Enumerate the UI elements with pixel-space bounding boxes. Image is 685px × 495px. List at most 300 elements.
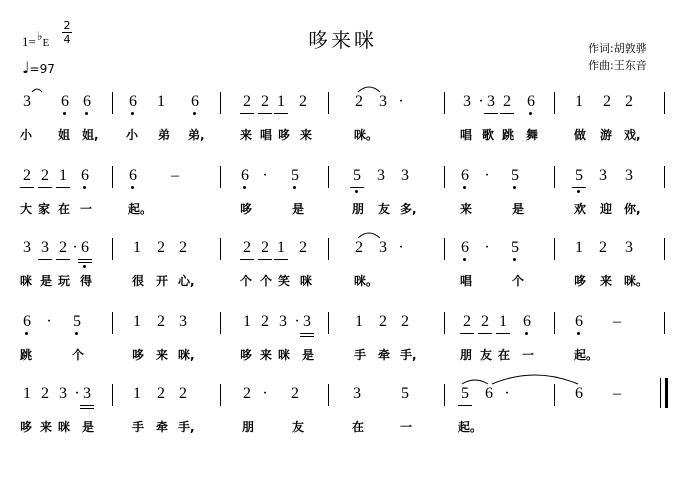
note — [376, 92, 390, 112]
underline-mark — [80, 405, 94, 406]
note-digit: 1 — [277, 93, 285, 110]
note-digit: 3 — [599, 167, 607, 184]
note-digit: · — [484, 167, 490, 184]
note-digit: · — [262, 385, 268, 402]
note — [42, 312, 56, 332]
flat-sign: ♭ — [36, 29, 43, 43]
note — [130, 384, 144, 404]
note-digit: 5 — [291, 167, 299, 184]
note-digit: 1 — [575, 239, 583, 256]
note-digit: 2 — [179, 239, 187, 256]
underline-mark — [80, 408, 94, 409]
note — [70, 312, 84, 332]
note-digit: 6 — [129, 93, 137, 110]
note-digit: · — [74, 385, 80, 402]
note — [130, 312, 144, 332]
meter-bottom: 4 — [63, 33, 71, 46]
note-digit: 1 — [575, 93, 583, 110]
note — [458, 384, 472, 404]
note-digit: 6 — [485, 385, 493, 402]
tempo-value: =97 — [29, 62, 55, 76]
note-digit: 6 — [575, 385, 583, 402]
note — [460, 92, 474, 112]
lyric-syllable: 咪 — [19, 274, 32, 288]
note — [154, 312, 168, 332]
underline-mark — [458, 405, 472, 406]
note — [300, 312, 314, 332]
note-digit: 2 — [261, 93, 269, 110]
note-digit: 3 — [279, 313, 287, 330]
note — [398, 312, 412, 332]
note — [458, 166, 472, 186]
lyric-syllable: 手 — [353, 348, 366, 362]
note — [240, 238, 254, 258]
barline — [112, 238, 113, 260]
octave-dot — [83, 186, 86, 189]
note-digit: 3 — [41, 239, 49, 256]
note — [56, 384, 70, 404]
note-digit: 1 — [59, 167, 67, 184]
note — [20, 238, 34, 258]
lyric-syllable: 唱 — [459, 274, 472, 288]
underline-mark — [38, 259, 52, 260]
note-digit: 3 — [379, 93, 387, 110]
note-digit: 2 — [299, 239, 307, 256]
note-digit: – — [171, 167, 179, 184]
note-digit: 2 — [625, 93, 633, 110]
key-signature-block — [22, 20, 112, 76]
note — [572, 92, 586, 112]
lyric-syllable: 小 — [125, 128, 138, 142]
note — [154, 92, 168, 112]
lyric-syllable: 友 — [291, 420, 304, 434]
octave-dot — [243, 186, 246, 189]
barline — [554, 166, 555, 188]
barline — [554, 92, 555, 114]
lyric-syllable: 哆 — [573, 274, 586, 288]
lyric-syllable: 舞 — [525, 128, 538, 142]
lyric-syllable: 个 — [239, 274, 252, 288]
note-digit: 6 — [461, 167, 469, 184]
note — [524, 92, 538, 112]
note-digit: 6 — [241, 167, 249, 184]
octave-dot — [193, 112, 196, 115]
lyric-syllable: 迎 — [599, 202, 612, 216]
underline-mark — [496, 333, 510, 334]
octave-dot — [577, 332, 580, 335]
note-digit: 2 — [603, 93, 611, 110]
underline-mark — [300, 333, 314, 334]
note — [480, 166, 494, 186]
quarter-note-icon: ♩ — [22, 58, 30, 77]
note — [240, 92, 254, 112]
key-letter: E — [42, 37, 50, 49]
note — [622, 166, 636, 186]
lyric-syllable: 哆 — [19, 420, 32, 434]
note — [80, 92, 94, 112]
note-digit: 1 — [355, 313, 363, 330]
barline — [220, 238, 221, 260]
barline — [554, 384, 555, 406]
song-title: 哆来咪 — [308, 28, 377, 52]
barline — [444, 384, 445, 406]
note — [126, 92, 140, 112]
note — [258, 92, 272, 112]
note-digit: · — [398, 93, 404, 110]
note — [126, 166, 140, 186]
barline — [554, 312, 555, 334]
note — [350, 384, 364, 404]
lyric-syllable: 咪, — [178, 348, 195, 362]
note-digit: · — [478, 93, 484, 110]
octave-dot — [25, 332, 28, 335]
note — [508, 166, 522, 186]
note-digit: 2 — [157, 313, 165, 330]
underline-mark — [500, 113, 514, 114]
lyric-syllable: 是 — [39, 274, 52, 288]
note — [480, 238, 494, 258]
note-digit: · — [72, 239, 78, 256]
note-digit: 6 — [81, 239, 89, 256]
note — [520, 312, 534, 332]
octave-dot — [131, 112, 134, 115]
lyric-syllable: 手 — [131, 420, 144, 434]
note-digit: 6 — [61, 93, 69, 110]
lyric-syllable: 来 — [239, 128, 252, 142]
note-digit: 2 — [291, 385, 299, 402]
note — [572, 238, 586, 258]
underline-mark — [38, 187, 52, 188]
lyricist-credit: 作词:胡敦骅 — [588, 42, 647, 55]
underline-mark — [258, 259, 272, 260]
lyric-syllable: 唱 — [259, 128, 272, 142]
lyric-syllable: 咪。 — [624, 274, 649, 288]
note — [352, 238, 366, 258]
octave-dot — [131, 186, 134, 189]
lyric-syllable: 来 — [299, 128, 312, 142]
note-digit: 2 — [59, 239, 67, 256]
note-digit: 3 — [23, 239, 31, 256]
note-digit: 2 — [41, 385, 49, 402]
octave-dot — [355, 190, 358, 193]
lyric-syllable: 友 — [377, 202, 390, 216]
underline-mark — [572, 187, 586, 188]
barline — [444, 92, 445, 114]
barline — [554, 238, 555, 260]
note — [500, 384, 514, 404]
note-digit: 6 — [81, 167, 89, 184]
note — [20, 384, 34, 404]
note-digit: 3 — [377, 167, 385, 184]
lyric-syllable: 一 — [399, 420, 412, 434]
octave-dot — [85, 112, 88, 115]
lyric-syllable: 是 — [511, 202, 524, 216]
note-digit: 2 — [179, 385, 187, 402]
note-digit: 5 — [401, 385, 409, 402]
note-digit: 6 — [575, 313, 583, 330]
note — [80, 384, 94, 404]
underline-mark — [240, 113, 254, 114]
note-digit: · — [46, 313, 52, 330]
note — [600, 92, 614, 112]
note — [394, 92, 408, 112]
note-digit: 2 — [503, 93, 511, 110]
note-digit: 2 — [355, 239, 363, 256]
lyric-syllable: 游 — [599, 128, 612, 142]
note — [596, 166, 610, 186]
note-digit: 3 — [379, 239, 387, 256]
note-digit: 2 — [261, 239, 269, 256]
barline — [664, 92, 665, 114]
note-digit: 6 — [83, 93, 91, 110]
barline — [664, 166, 665, 188]
note — [374, 166, 388, 186]
note — [78, 166, 92, 186]
note — [622, 238, 636, 258]
barline — [112, 312, 113, 334]
note — [258, 238, 272, 258]
note-digit: 2 — [157, 239, 165, 256]
note — [274, 238, 288, 258]
note-digit: 6 — [23, 313, 31, 330]
note — [500, 92, 514, 112]
note-digit: 6 — [461, 239, 469, 256]
barline — [444, 166, 445, 188]
barline — [220, 166, 221, 188]
note — [58, 92, 72, 112]
lyric-syllable: 小 — [19, 128, 32, 142]
underline-mark — [56, 259, 70, 260]
underline-mark — [78, 262, 92, 263]
note-digit: 2 — [463, 313, 471, 330]
barline — [328, 384, 329, 406]
barline — [664, 312, 665, 334]
note — [352, 312, 366, 332]
note-digit: 1 — [157, 93, 165, 110]
note — [296, 238, 310, 258]
lyric-syllable: 来 — [155, 348, 168, 362]
note — [596, 238, 610, 258]
note — [508, 238, 522, 258]
note-digit: · — [484, 239, 490, 256]
underline-mark — [78, 259, 92, 260]
note-digit: 5 — [575, 167, 583, 184]
barline — [220, 92, 221, 114]
lyric-syllable: 姐 — [57, 128, 70, 142]
lyric-syllable: 心, — [178, 274, 195, 288]
note-digit: 2 — [243, 385, 251, 402]
note — [376, 238, 390, 258]
barline — [112, 166, 113, 188]
note-digit: 1 — [277, 239, 285, 256]
note — [56, 166, 70, 186]
underline-mark — [484, 113, 498, 114]
lyric-syllable: 咪 — [57, 420, 70, 434]
note-digit: 6 — [527, 93, 535, 110]
lyric-syllable: 起。 — [574, 348, 599, 362]
note — [38, 384, 52, 404]
lyric-syllable: 是 — [301, 348, 314, 362]
note — [38, 238, 52, 258]
lyric-syllable: 得 — [79, 274, 92, 288]
lyric-syllable: 跳 — [501, 128, 514, 142]
note-digit: · — [294, 313, 300, 330]
barline — [444, 312, 445, 334]
note — [572, 166, 586, 186]
underline-mark — [240, 259, 254, 260]
note-digit: 3 — [179, 313, 187, 330]
note-digit: 2 — [261, 313, 269, 330]
lyric-syllable: 牵 — [155, 420, 168, 434]
lyric-syllable: 多, — [400, 202, 417, 216]
note-digit: 1 — [133, 313, 141, 330]
note — [154, 238, 168, 258]
note — [154, 384, 168, 404]
note — [572, 384, 586, 404]
barline — [112, 384, 113, 406]
lyric-syllable: 玩 — [57, 274, 70, 288]
lyric-syllable: 哆 — [277, 128, 290, 142]
note-digit: 1 — [23, 385, 31, 402]
barline — [328, 312, 329, 334]
lyric-syllable: 在 — [57, 202, 70, 216]
barline — [328, 238, 329, 260]
note-digit: 5 — [461, 385, 469, 402]
note-digit: 3 — [23, 93, 31, 110]
lyric-syllable: 一 — [79, 202, 92, 216]
note — [176, 312, 190, 332]
note-digit: 3 — [463, 93, 471, 110]
octave-dot — [83, 265, 86, 268]
lyric-syllable: 来 — [459, 202, 472, 216]
octave-dot — [293, 186, 296, 189]
note — [398, 166, 412, 186]
note-digit: · — [262, 167, 268, 184]
note — [20, 312, 34, 332]
note — [482, 384, 496, 404]
note-digit: 5 — [511, 239, 519, 256]
barline — [444, 238, 445, 260]
lyric-syllable: 开 — [155, 274, 168, 288]
note-digit: 2 — [243, 239, 251, 256]
note-digit: 2 — [243, 93, 251, 110]
lyric-syllable: 起。 — [458, 420, 483, 434]
octave-dot — [75, 332, 78, 335]
lyric-syllable: 手, — [400, 348, 417, 362]
note-digit: 6 — [523, 313, 531, 330]
lyric-syllable: 咪 — [277, 348, 290, 362]
note — [460, 312, 474, 332]
lyric-syllable: 你, — [624, 202, 641, 216]
key-prefix: 1= — [22, 34, 36, 49]
time-signature — [62, 20, 72, 45]
underline-mark — [478, 333, 492, 334]
note-digit: 3 — [487, 93, 495, 110]
note-digit: – — [613, 385, 621, 402]
final-barline — [660, 378, 668, 408]
octave-dot — [463, 186, 466, 189]
lyric-syllable: 哆 — [239, 348, 252, 362]
note-digit: 3 — [83, 385, 91, 402]
note — [398, 384, 412, 404]
lyric-syllable: 起。 — [128, 202, 153, 216]
note-digit: 3 — [303, 313, 311, 330]
note — [238, 166, 252, 186]
note — [176, 238, 190, 258]
note — [496, 312, 510, 332]
note — [168, 166, 182, 186]
note — [376, 312, 390, 332]
note-digit: – — [613, 313, 621, 330]
note-digit: · — [398, 239, 404, 256]
note — [288, 384, 302, 404]
note — [296, 92, 310, 112]
note — [478, 312, 492, 332]
note — [20, 166, 34, 186]
note-digit: 3 — [625, 167, 633, 184]
note — [20, 92, 34, 112]
lyric-syllable: 手, — [178, 420, 195, 434]
note — [274, 92, 288, 112]
octave-dot — [529, 112, 532, 115]
key-signature — [22, 29, 50, 50]
lyric-syllable: 咪。 — [354, 274, 379, 288]
note-digit: 2 — [23, 167, 31, 184]
note — [610, 384, 624, 404]
lyric-syllable: 欢 — [573, 202, 586, 216]
octave-dot — [513, 258, 516, 261]
barline — [328, 166, 329, 188]
note-digit: 2 — [599, 239, 607, 256]
lyric-syllable: 弟, — [188, 128, 205, 142]
note — [288, 166, 302, 186]
lyric-syllable: 个 — [259, 274, 272, 288]
underline-mark — [20, 187, 34, 188]
note — [240, 384, 254, 404]
barline — [112, 92, 113, 114]
tempo-marking — [22, 58, 55, 77]
lyric-syllable: 个 — [71, 348, 84, 362]
lyric-syllable: 朋 — [459, 348, 472, 362]
underline-mark — [258, 113, 272, 114]
note — [350, 166, 364, 186]
note-digit: 2 — [157, 385, 165, 402]
underline-mark — [350, 187, 364, 188]
note-digit: 2 — [355, 93, 363, 110]
credits — [588, 40, 647, 74]
lyric-syllable: 歌 — [481, 128, 494, 142]
note-digit: 5 — [353, 167, 361, 184]
note-digit: 3 — [353, 385, 361, 402]
note-digit: · — [504, 385, 510, 402]
lyric-syllable: 咪 — [299, 274, 312, 288]
note — [176, 384, 190, 404]
lyric-syllable: 咪。 — [354, 128, 379, 142]
note-digit: 3 — [625, 239, 633, 256]
note — [38, 166, 52, 186]
note — [258, 384, 272, 404]
lyric-syllable: 唱 — [459, 128, 472, 142]
note-digit: 2 — [481, 313, 489, 330]
note-digit: 2 — [41, 167, 49, 184]
note — [572, 312, 586, 332]
barline — [220, 312, 221, 334]
lyric-syllable: 一 — [521, 348, 534, 362]
note — [258, 312, 272, 332]
lyric-syllable: 笑 — [277, 274, 290, 288]
note-digit: 5 — [73, 313, 81, 330]
octave-dot — [63, 112, 66, 115]
